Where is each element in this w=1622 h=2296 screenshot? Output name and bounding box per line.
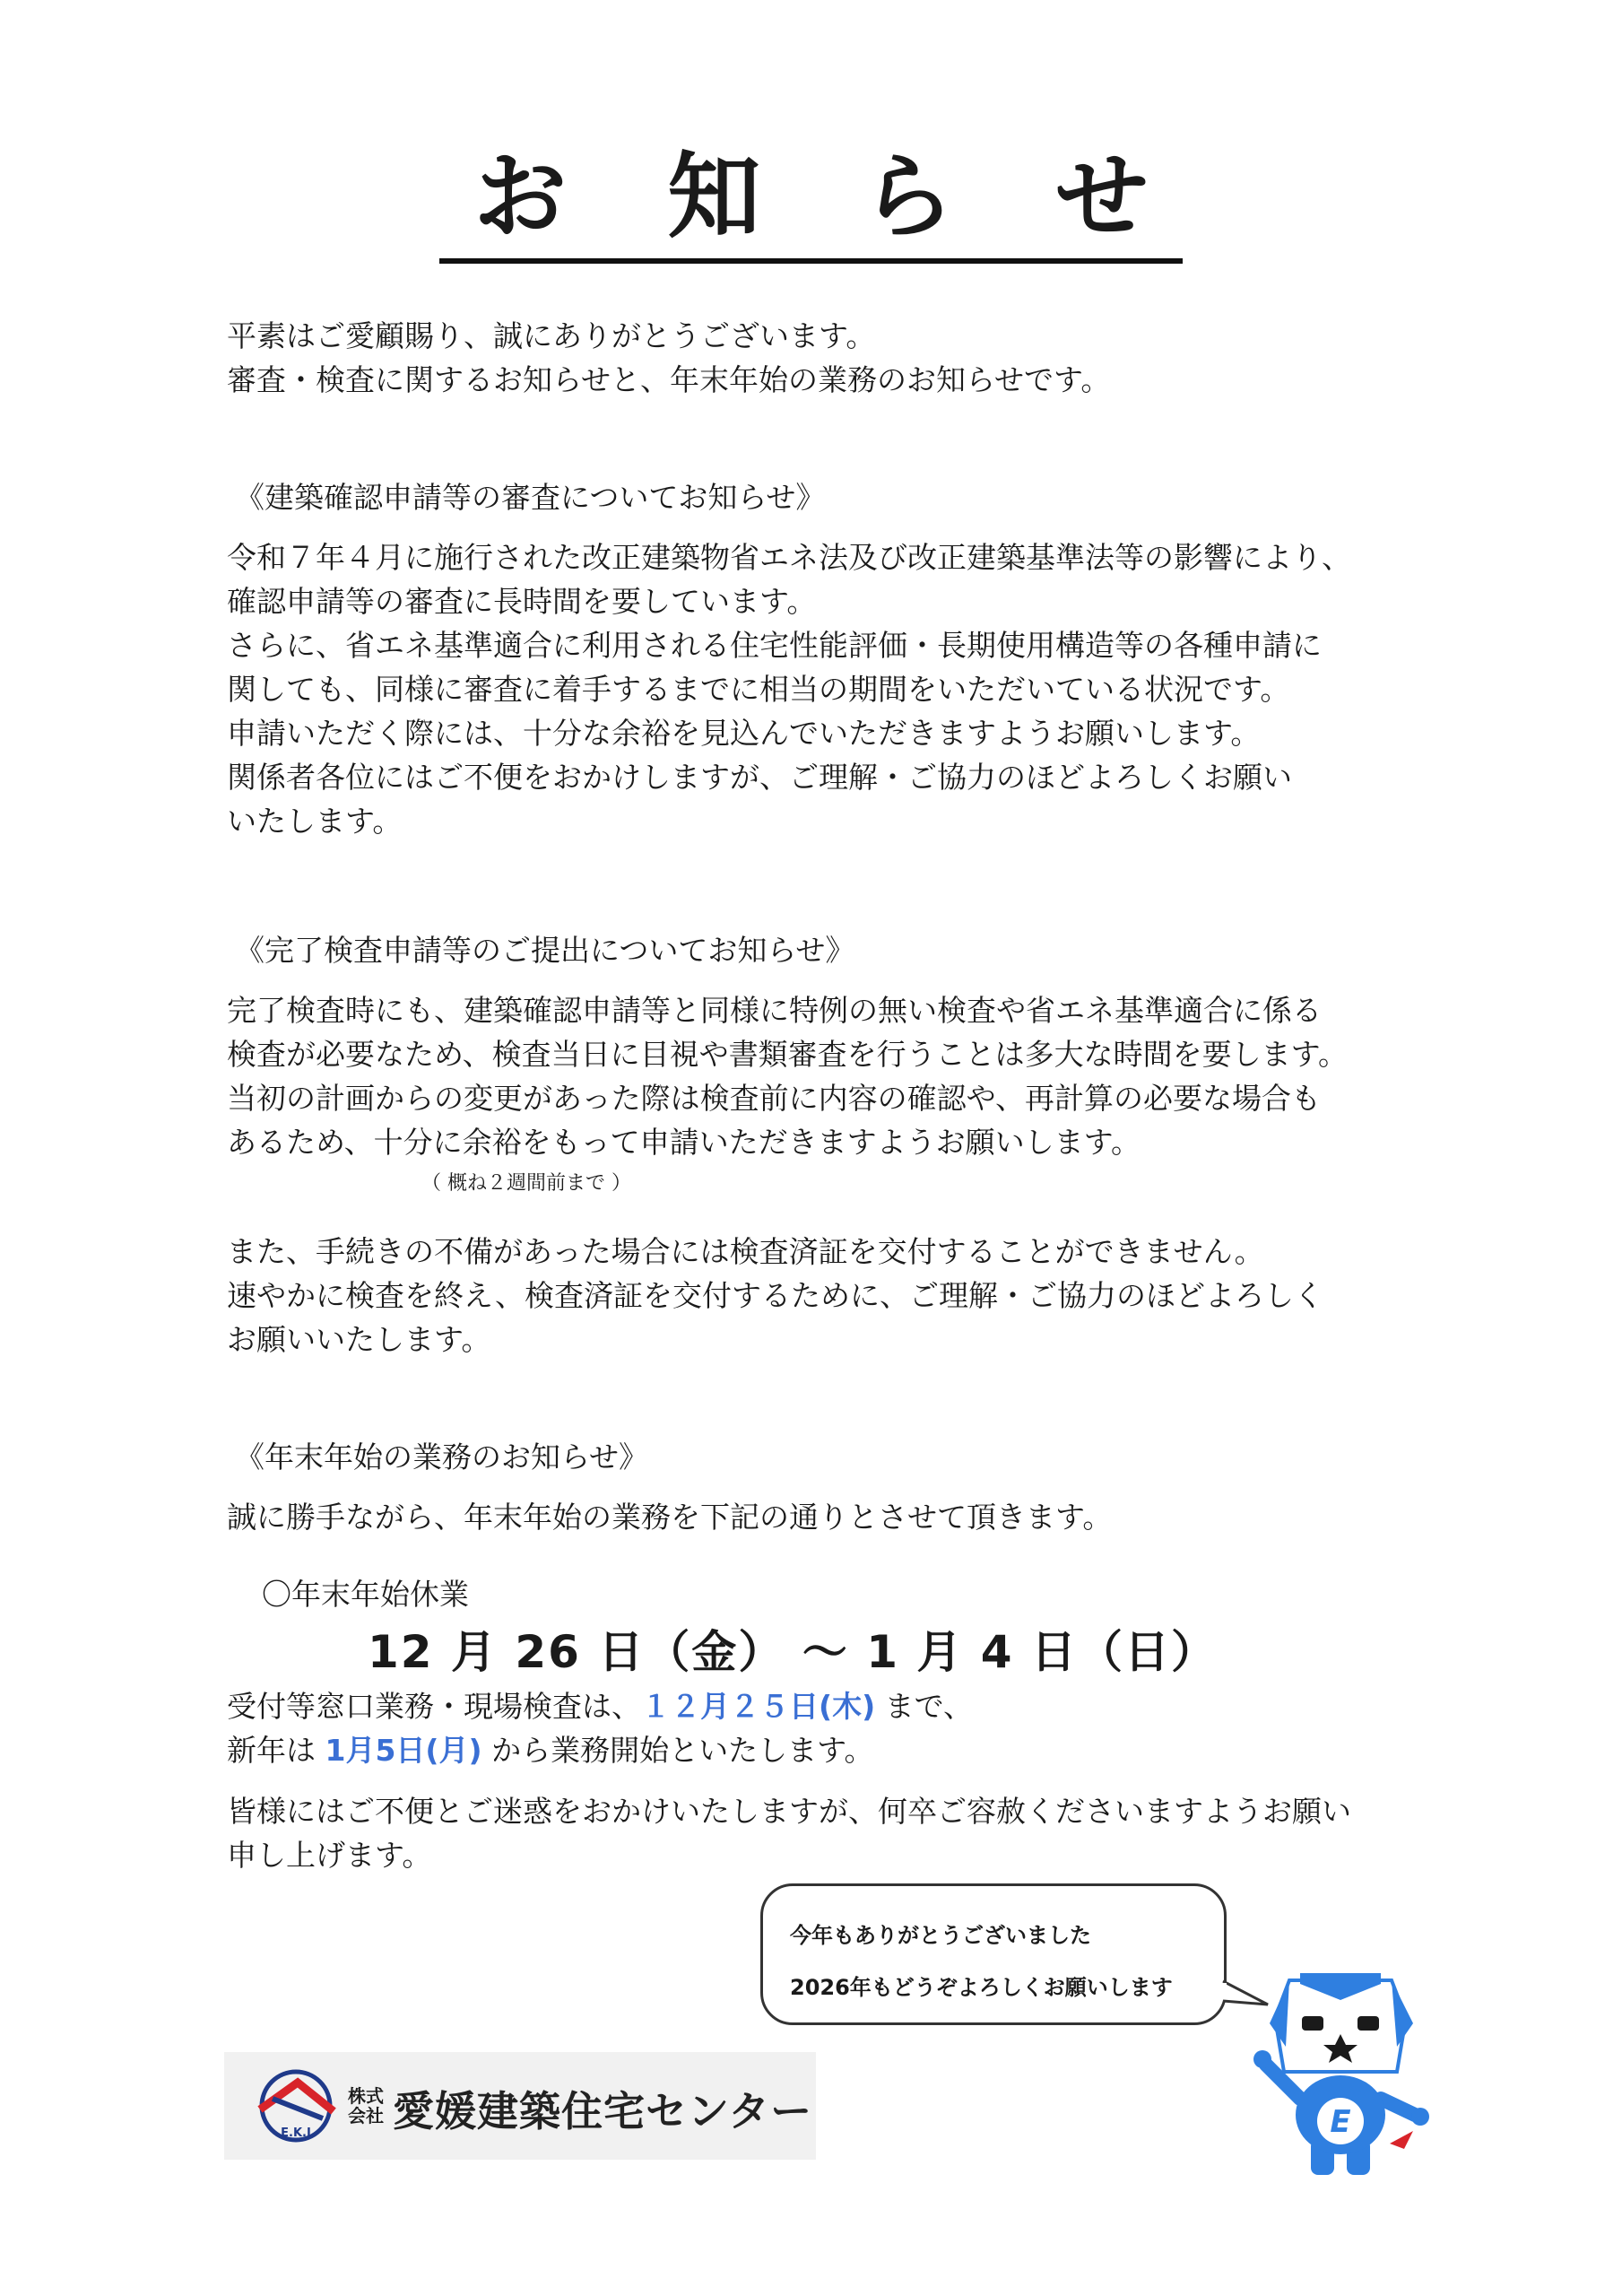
intro-line: 平素はご愛顧賜り、誠にありがとうございます。 [227, 318, 876, 353]
section2-heading: 《完了検査申請等のご提出についてお知らせ》 [235, 933, 855, 968]
section2-line: 速やかに検査を終え、検査済証を交付するために、ご理解・ご協力のほどよろしく [227, 1278, 1323, 1313]
page-title: お 知 ら せ [439, 148, 1183, 264]
intro-line: 審査・検査に関するお知らせと、年末年始の業務のお知らせです。 [227, 362, 1111, 397]
counter-prefix: 受付等窓口業務・現場検査は、 [227, 1689, 641, 1724]
submission-deadline-note: （ 概ね２週間前まで ） [421, 1172, 631, 1195]
counter-end-date: １２月２５日(木) [641, 1689, 876, 1724]
section2-line: あるため、十分に余裕をもって申請いただきますようお願いします。 [227, 1125, 1141, 1160]
counter-line [227, 1684, 1455, 1728]
section3-heading: 《年末年始の業務のお知らせ》 [235, 1439, 649, 1474]
closing-line: 皆様にはご不便とご迷惑をおかけいたしますが、何卒ご容赦くださいますようお願い [227, 1794, 1351, 1829]
section1-line: 令和７年４月に施行された改正建築物省エネ法及び改正建築基準法等の影響により、 [227, 540, 1351, 575]
section2-line: お願いいたします。 [227, 1322, 491, 1357]
mascot-badge-letter: E [1330, 2104, 1351, 2140]
section1-body [227, 535, 1455, 843]
section3-intro: 誠に勝手ながら、年末年始の業務を下記の通りとさせて頂きます。 [227, 1500, 1113, 1535]
section1-line: 申請いただく際には、十分な余裕を見込んでいただきますようお願いします。 [227, 716, 1261, 751]
section2-line: 完了検査時にも、建築確認申請等と同様に特例の無い検査や省エネ基準適合に係る [227, 993, 1322, 1028]
speech-bubble [760, 1883, 1227, 2025]
holiday-label: 〇年末年始休業 [262, 1577, 469, 1612]
company-logo [224, 2052, 816, 2160]
section1-line: 確認申請等の審査に長時間を要しています。 [227, 584, 817, 619]
schedule-paragraph [227, 1684, 1455, 1772]
intro-paragraph [227, 314, 1455, 402]
closing-paragraph [227, 1789, 1455, 1877]
section2-line: 当初の計画からの変更があった際は検査前に内容の確認や、再計算の必要な場合も [227, 1081, 1322, 1116]
section1-line: 関しても、同様に審査に着手するまでに相当の期間をいただいている状況です。 [227, 672, 1290, 707]
bubble-line-1: 今年もありがとうございました [790, 1923, 1091, 1948]
newyear-line [227, 1728, 1455, 1772]
section2-body [227, 988, 1455, 1164]
section2-body-2 [227, 1230, 1455, 1361]
section1-line: いたします。 [227, 804, 403, 839]
section1-line: 関係者各位にはご不便をおかけしますが、ご理解・ご協力のほどよろしくお願い [227, 760, 1292, 795]
logo-mark-text: E.K.J [281, 2126, 311, 2140]
company-name: 愛媛建築住宅センター [393, 2087, 813, 2135]
holiday-dates: 12 月 26 日（金） ～ 1 月 4 日（日） [368, 1626, 1218, 1678]
company-logo-mark-icon [251, 2068, 341, 2144]
closing-line: 申し上げます。 [227, 1838, 432, 1873]
section2-line: また、手続きの不備があった場合には検査済証を交付することができません。 [227, 1234, 1264, 1269]
newyear-start-date: 1月5日(月) [325, 1733, 482, 1768]
section1-line: さらに、省エネ基準適合に利用される住宅性能評価・長期使用構造等の各種申請に [227, 628, 1322, 663]
section1-heading: 《建築確認申請等の審査についてお知らせ》 [235, 480, 826, 515]
page-title-wrapper [0, 142, 1622, 264]
counter-suffix: まで、 [875, 1689, 974, 1724]
bubble-line-2: 2026年もどうぞよろしくお願いします [790, 1975, 1173, 2000]
newyear-prefix: 新年は [227, 1733, 325, 1768]
corp-type-label: 株式会社 [348, 2085, 384, 2126]
dog-mascot-icon [1246, 1964, 1444, 2179]
section2-line: 検査が必要なため、検査当日に目視や書類審査を行うことは多大な時間を要します。 [227, 1037, 1349, 1072]
newyear-suffix: から業務開始といたします。 [481, 1733, 874, 1768]
